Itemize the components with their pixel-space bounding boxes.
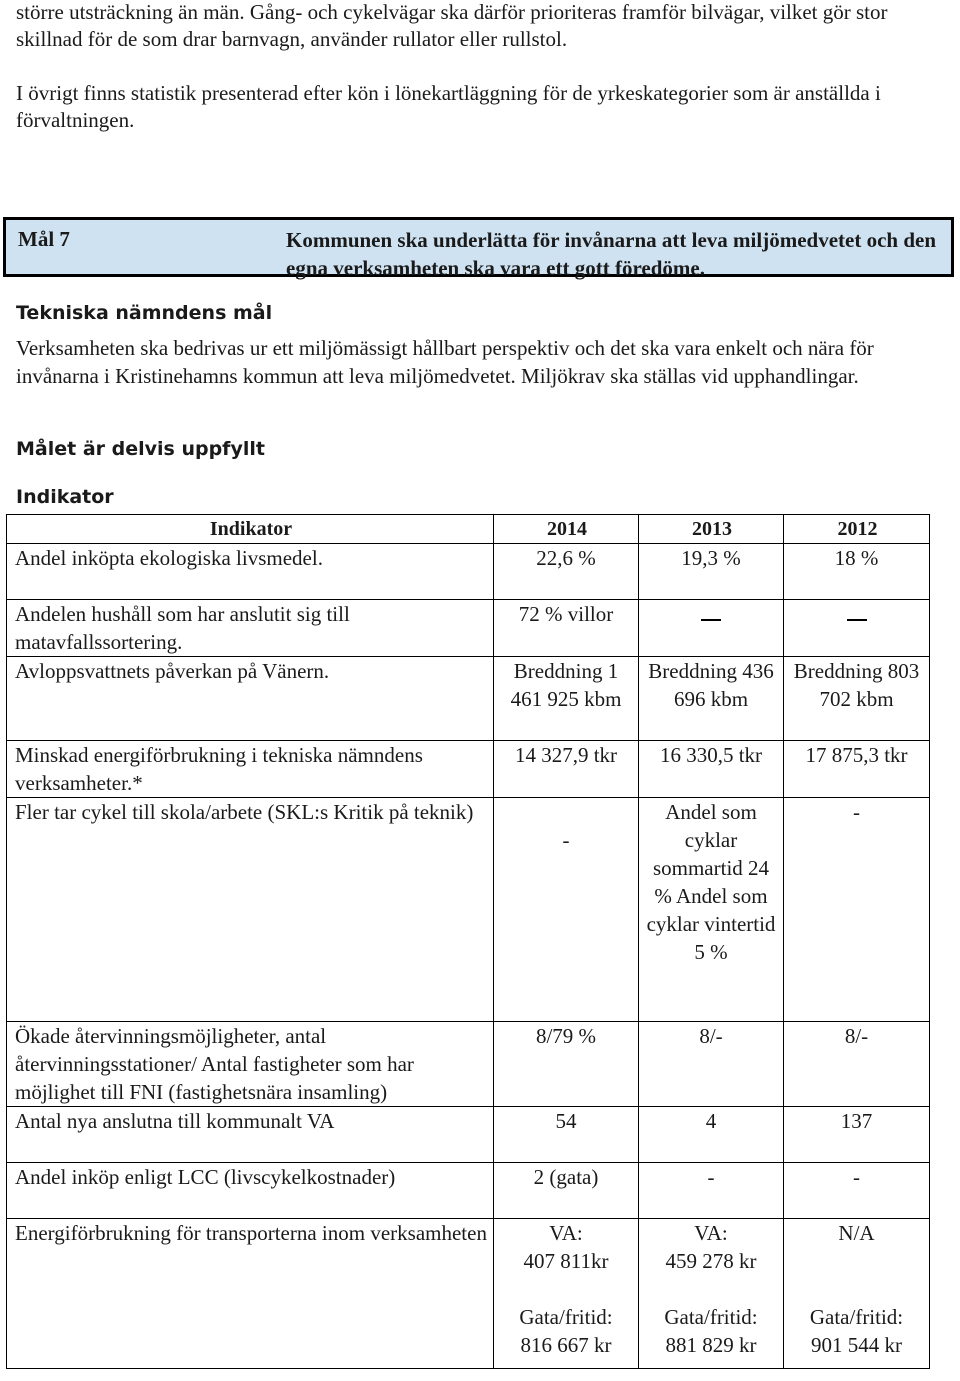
dash-mark xyxy=(701,603,721,621)
row-label: Andel inköpta ekologiska livsmedel. xyxy=(7,544,494,600)
row-label: Andel inköp enligt LCC (livscykelkostnader) xyxy=(7,1163,494,1219)
dash-mark xyxy=(847,603,867,621)
cell-line: 407 811kr xyxy=(523,1249,609,1273)
cell-2014: 2 (gata) xyxy=(494,1163,639,1219)
cell-line: VA: xyxy=(549,1221,583,1245)
cell-2013: 19,3 % xyxy=(639,544,784,600)
cell-2014: 54 xyxy=(494,1107,639,1163)
goal-status: Målet är delvis uppfyllt xyxy=(16,438,265,460)
cell-2012: 17 875,3 tkr xyxy=(784,741,930,798)
table-row xyxy=(7,600,930,657)
cell-2013 xyxy=(639,600,784,657)
row-label: Ökade återvinningsmöjligheter, antal återvinningsstationer/ Antal fastigheter som har möjlighet till FNI (fastighetsnära insamling) xyxy=(7,1022,494,1107)
cell-2014 xyxy=(494,798,639,1022)
indicator-table xyxy=(6,514,930,1369)
cell-2012: 18 % xyxy=(784,544,930,600)
table-row xyxy=(7,1163,930,1219)
cell-2012: 8/- xyxy=(784,1022,930,1107)
column-header: 2013 xyxy=(639,515,784,544)
column-header: Indikator xyxy=(7,515,494,544)
table-row xyxy=(7,1107,930,1163)
cell-line: Gata/fritid: xyxy=(519,1305,613,1329)
cell-2013 xyxy=(639,1219,784,1369)
table-row xyxy=(7,741,930,798)
cell-2012 xyxy=(784,600,930,657)
row-label: Fler tar cykel till skola/arbete (SKL:s Kritik på teknik) xyxy=(7,798,494,1022)
cell-2012: Breddning 803 702 kbm xyxy=(784,657,930,741)
row-label: Energiförbrukning för transporterna inom verksamheten xyxy=(7,1219,494,1369)
table-row xyxy=(7,1022,930,1107)
cell-2013: Andel som cyklar sommartid 24 % Andel som cyklar vintertid 5 % xyxy=(639,798,784,1022)
cell-line: 459 278 kr xyxy=(665,1249,757,1273)
cell-line: N/A xyxy=(838,1221,875,1245)
cell-line: 901 544 kr xyxy=(811,1333,902,1357)
section-body: Verksamheten ska bedrivas ur ett miljömässigt hållbart perspektiv och det ska vara enkelt och nära för invånarna i Kristinehamns kommun att leva miljömedvetet. Miljökrav ska ställas vid upphandlingar. xyxy=(16,336,874,388)
goal-text: Kommunen ska underlätta för invånarna att leva miljömedvetet och den egna verksamheten ska vara ett gott föredöme. xyxy=(286,228,937,280)
row-label: Antal nya anslutna till kommunalt VA xyxy=(7,1107,494,1163)
intro-paragraph-1: större utsträckning än män. Gång- och cykelvägar ska därför prioriteras framför bilvägar, vilket gör stor skillnad för de som drar barnvagn, använder rullator eller rullstol. xyxy=(16,0,888,51)
row-label: Minskad energiförbrukning i tekniska nämndens verksamheter.* xyxy=(7,741,494,798)
cell-2013: 8/- xyxy=(639,1022,784,1107)
table-row xyxy=(7,798,930,1022)
cell-spacer xyxy=(788,1247,925,1275)
cell-line: 816 667 kr xyxy=(520,1333,612,1357)
cell-line: Gata/fritid: xyxy=(664,1305,758,1329)
section-heading: Tekniska nämndens mål xyxy=(16,302,273,324)
cell-2012: - xyxy=(784,1163,930,1219)
cell-line: Gata/fritid: xyxy=(809,1305,904,1329)
cell-2014: 14 327,9 tkr xyxy=(494,741,639,798)
cell-2014: 72 % villor xyxy=(494,600,639,657)
cell-spacer xyxy=(643,1275,779,1303)
cell-2014: 8/79 % xyxy=(494,1022,639,1107)
cell-2013: - xyxy=(639,1163,784,1219)
goal-box xyxy=(3,217,954,280)
cell-2014: Breddning 1 461 925 kbm xyxy=(494,657,639,741)
cell-value: - xyxy=(562,828,570,852)
table-header-row xyxy=(7,515,930,544)
cell-2013: 4 xyxy=(639,1107,784,1163)
cell-2012: 137 xyxy=(784,1107,930,1163)
cell-line: 881 829 kr xyxy=(665,1333,757,1357)
intro-paragraph-2: I övrigt finns statistik presenterad efter kön i lönekartläggning för de yrkeskategorier som är anställda i förvaltningen. xyxy=(16,81,881,132)
table-row xyxy=(7,544,930,600)
column-header: 2012 xyxy=(784,515,930,544)
cell-spacer xyxy=(788,1275,925,1303)
cell-2012: - xyxy=(784,798,930,1022)
table-row xyxy=(7,657,930,741)
table-row xyxy=(7,1219,930,1369)
indicator-heading: Indikator xyxy=(16,486,114,508)
cell-line: VA: xyxy=(694,1221,728,1245)
cell-2014 xyxy=(494,1219,639,1369)
cell-2013: 16 330,5 tkr xyxy=(639,741,784,798)
goal-label: Mål 7 xyxy=(18,227,70,251)
column-header: 2014 xyxy=(494,515,639,544)
row-label: Avloppsvattnets påverkan på Vänern. xyxy=(7,657,494,741)
cell-2013: Breddning 436 696 kbm xyxy=(639,657,784,741)
cell-2014: 22,6 % xyxy=(494,544,639,600)
cell-spacer xyxy=(498,798,634,826)
cell-spacer xyxy=(498,1275,634,1303)
row-label: Andelen hushåll som har anslutit sig till matavfallssortering. xyxy=(7,600,494,657)
cell-2012 xyxy=(784,1219,930,1369)
